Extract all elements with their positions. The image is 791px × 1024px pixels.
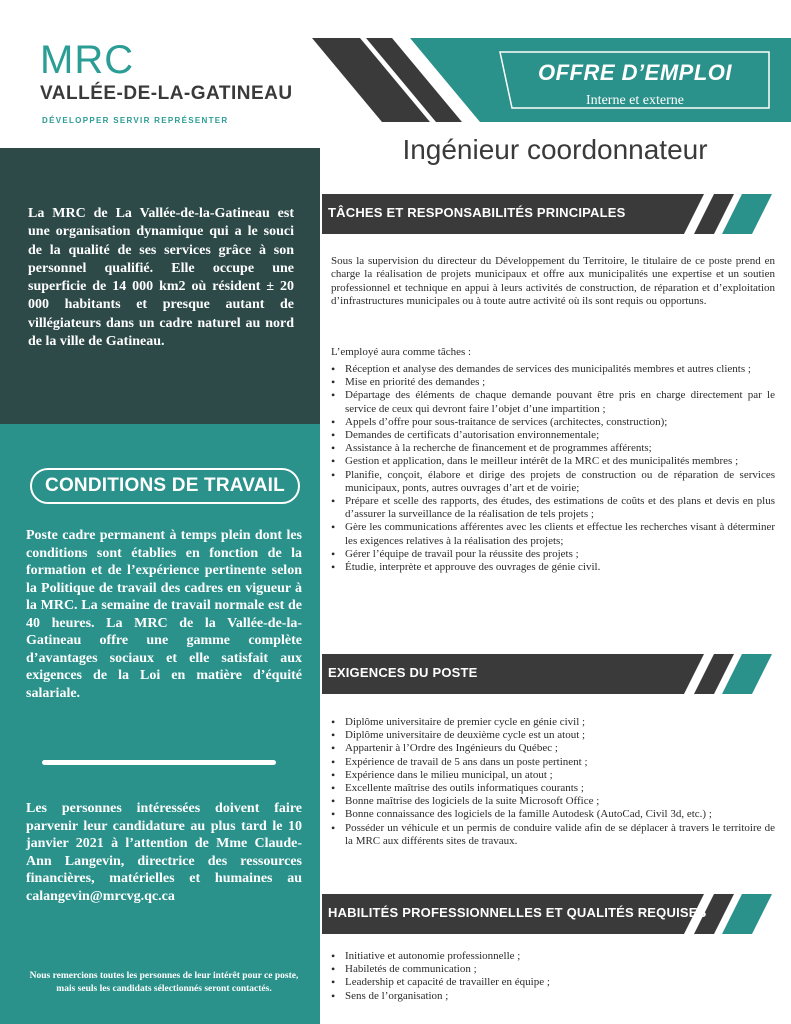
list-item: • Gérer l’équipe de travail pour la réussite des projets ; bbox=[331, 548, 775, 561]
list-item: • Départage des éléments de chaque demande pouvant être pris en charge directement par le service de ceux qui devront faire l’objet d’une impartition ; bbox=[331, 389, 775, 415]
application-text: Les personnes intéressées doivent faire parvenir leur candidature au plus tard le 10 janvier 2021 à l’attention de Mme Claude-Ann Langevin, directrice des ressources financières, matérielles et humaines au calangevin@mrcvg.qc.ca bbox=[26, 801, 302, 904]
list-item: • Gère les communications afférentes avec les clients et effectue les recherches visant à déterminer les exigences relatives à la réalisation des projets; bbox=[331, 521, 775, 547]
habiletes-list bbox=[331, 950, 775, 1003]
taches-intro: Sous la supervision du directeur du Développement du Territoire, le titulaire de ce poste prend en charge la réalisation de projets municipaux et offre aux municipalités une expertise et un soutien professionnel et technique en appui à leurs activités de construction, de réparation et d’exploitation d’infrastructures municipales ou à toute autre activité où ils sont requis ou opportuns. bbox=[331, 255, 775, 307]
list-item: • Leadership et capacité de travailler en équipe ; bbox=[331, 976, 775, 989]
taches-list bbox=[331, 363, 775, 574]
logo-mrc-text: MRC bbox=[40, 38, 135, 82]
list-item: • Assistance à la recherche de financement et de programmes afférents; bbox=[331, 442, 775, 455]
section-title-habiletes: HABILITÉS PROFESSIONNELLES ET QUALITÉS REQUISES bbox=[328, 905, 707, 920]
offer-subtitle: Interne et externe bbox=[586, 93, 684, 108]
list-item: • Excellente maîtrise des outils informatiques courants ; bbox=[331, 782, 775, 795]
list-item: • Bonne maîtrise des logiciels de la suite Microsoft Office ; bbox=[331, 795, 775, 808]
section-banner-taches bbox=[322, 194, 772, 234]
offer-title: OFFRE D’EMPLOI bbox=[538, 60, 732, 85]
list-item: • Bonne connaissance des logiciels de la famille Autodesk (AutoCad, Civil 3d, etc.) ; bbox=[331, 808, 775, 821]
list-item: • Mise en priorité des demandes ; bbox=[331, 376, 775, 389]
list-item: • Appartenir à l’Ordre des Ingénieurs du Québec ; bbox=[331, 742, 775, 755]
job-title: Ingénieur coordonnateur bbox=[402, 134, 708, 165]
list-item: • Prépare et scelle des rapports, des études, des estimations de coûts et des plans et devis en plus d’assurer la surveillance de la réalisation de tels projets ; bbox=[331, 495, 775, 521]
list-item: • Étudie, interprète et approuve des ouvrages de génie civil. bbox=[331, 561, 775, 574]
exigences-list bbox=[331, 716, 775, 848]
list-item: • Posséder un véhicule et un permis de conduire valide afin de se déplacer à travers le territoire de la MRC aux différents sites de travaux. bbox=[331, 822, 775, 848]
list-item: • Planifie, conçoit, élabore et dirige des projets de construction ou de réparation de services municipaux, ponts, autres ouvrages d’art et de voirie; bbox=[331, 469, 775, 495]
section-banner-exigences bbox=[322, 654, 772, 694]
mrc-logo bbox=[40, 40, 300, 140]
section-banner-habiletes bbox=[322, 894, 772, 934]
list-item: • Sens de l’organisation ; bbox=[331, 990, 775, 1003]
conditions-text: Poste cadre permanent à temps plein dont les conditions sont établies en fonction de la formation et de l’expérience pertinente selon la Politique de travail des cadres en vigueur à la MRC. La semaine de travail normale est de 40 heures. La MRC de la Vallée-de-la-Gatineau offre une gamme complète d’avantages sociaux et elle satisfait aux exigences de la Loi en matière d’équité salariale. bbox=[26, 528, 302, 701]
conditions-panel bbox=[0, 424, 320, 1024]
list-item: • Réception et analyse des demandes de services des municipalités membres et autres clients ; bbox=[331, 363, 775, 376]
list-item: • Expérience de travail de 5 ans dans un poste pertinent ; bbox=[331, 756, 775, 769]
list-item: • Initiative et autonomie professionnelle ; bbox=[331, 950, 775, 963]
logo-tagline: DÉVELOPPER SERVIR REPRÉSENTER bbox=[42, 116, 229, 125]
list-item: • Habiletés de communication ; bbox=[331, 963, 775, 976]
conditions-title: CONDITIONS DE TRAVAIL bbox=[30, 468, 300, 504]
list-item: • Appels d’offre pour sous-traitance de services (architectes, construction); bbox=[331, 416, 775, 429]
list-item: • Expérience dans le milieu municipal, un atout ; bbox=[331, 769, 775, 782]
thanks-note: Nous remercions toutes les personnes de leur intérêt pour ce poste, mais seuls les candidats sélectionnés seront contactés. bbox=[29, 971, 299, 994]
intro-text: La MRC de La Vallée-de-la-Gatineau est une organisation dynamique qui a le souci de la qualité de ses services grâce à son personnel qualifié. Elle occupe une superficie de 14 000 km2 où résident ± 20 000 habitants et presque autant de villégiateurs dans un cadre naturel au nord de la ville de Gatineau. bbox=[28, 206, 294, 350]
list-item: • Demandes de certificats d’autorisation environnementale; bbox=[331, 429, 775, 442]
section-title-exigences: EXIGENCES DU POSTE bbox=[328, 665, 478, 680]
section-title-taches: TÂCHES ET RESPONSABILITÉS PRINCIPALES bbox=[328, 205, 626, 220]
divider bbox=[42, 760, 276, 765]
list-item: • Diplôme universitaire de deuxième cycle est un atout ; bbox=[331, 729, 775, 742]
taches-lead: L’employé aura comme tâches : bbox=[331, 346, 472, 358]
list-item: • Gestion et application, dans le meilleur intérêt de la MRC et des municipalités membres ; bbox=[331, 455, 775, 468]
list-item: • Diplôme universitaire de premier cycle en génie civil ; bbox=[331, 716, 775, 729]
logo-name-text: VALLÉE-DE-LA-GATINEAU bbox=[40, 83, 293, 104]
